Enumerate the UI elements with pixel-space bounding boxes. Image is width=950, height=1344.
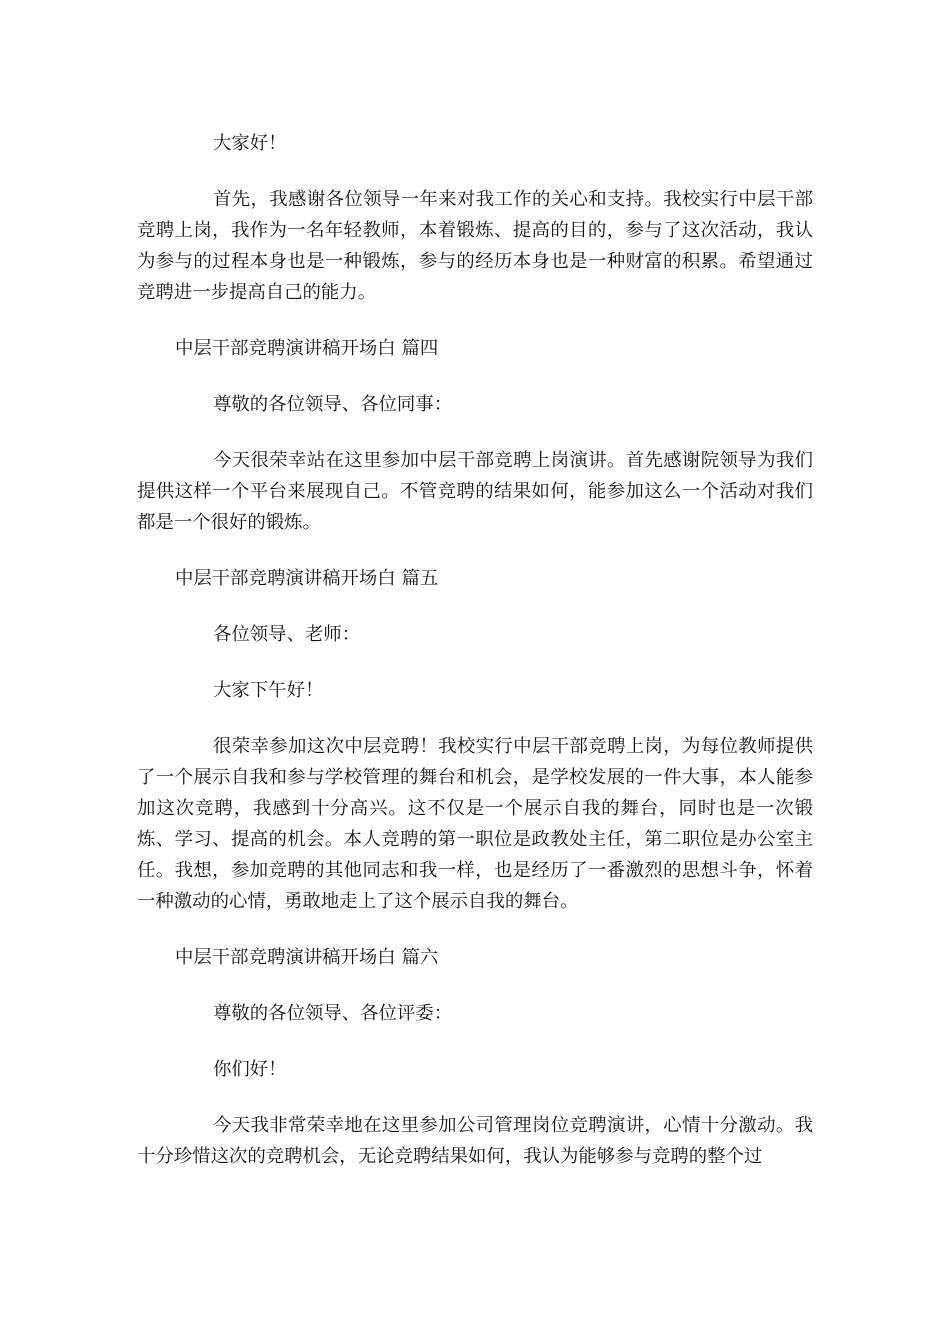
- greeting-paragraph: 你们好！: [213, 1059, 287, 1080]
- paragraph-gap: [137, 538, 813, 563]
- body-paragraph: 今天我非常荣幸地在这里参加公司管理岗位竞聘演讲，心情十分激动。我十分珍惜这次的竞聘机会，无论竞聘结果如何，我认为能够参与竞聘的整个过: [137, 1115, 813, 1167]
- paragraph-gap: [137, 1029, 813, 1054]
- paragraph-gap: [137, 706, 813, 731]
- body-paragraph: 首先，我感谢各位领导一年来对我工作的关心和支持。我校实行中层干部竞聘上岗，我作为一名年轻教师，本着锻炼、提高的目的，参与了这次活动，我认为参与的过程本身也是一种锻炼，参与的经历本身也是一种财富的积累。希望通过竞聘进一步提高自己的能力。: [137, 189, 813, 303]
- section-heading-4: 中层干部竞聘演讲稿开场白 篇四: [175, 338, 439, 359]
- paragraph-gap: [137, 1085, 813, 1110]
- section-heading-5: 中层干部竞聘演讲稿开场白 篇五: [175, 568, 439, 589]
- document-page: [137, 128, 813, 1172]
- paragraph-gap: [137, 917, 813, 942]
- salutation-paragraph: 各位领导、老师：: [213, 624, 361, 645]
- salutation-paragraph: 尊敬的各位领导、各位同事：: [213, 394, 453, 415]
- paragraph-gap: [137, 973, 813, 998]
- paragraph-gap: [137, 594, 813, 619]
- salutation-paragraph: 尊敬的各位领导、各位评委：: [213, 1003, 453, 1024]
- section-heading-6: 中层干部竞聘演讲稿开场白 篇六: [175, 947, 439, 968]
- greeting-paragraph: 大家下午好！: [213, 680, 324, 701]
- paragraph-gap: [137, 364, 813, 389]
- paragraph-gap: [137, 308, 813, 333]
- greeting-paragraph: 大家好！: [213, 133, 287, 154]
- paragraph-gap: [137, 159, 813, 184]
- body-paragraph: 今天很荣幸站在这里参加中层干部竞聘上岗演讲。首先感谢院领导为我们提供这样一个平台来展现自己。不管竞聘的结果如何，能参加这么一个活动对我们都是一个很好的锻炼。: [137, 450, 813, 533]
- paragraph-gap: [137, 420, 813, 445]
- body-paragraph: 很荣幸参加这次中层竞聘！我校实行中层干部竞聘上岗，为每位教师提供了一个展示自我和参与学校管理的舞台和机会，是学校发展的一件大事，本人能参加这次竞聘，我感到十分高兴。这不仅是一个展示自我的舞台，同时也是一次锻炼、学习、提高的机会。本人竞聘的第一职位是政教处主任，第二职位是办公室主任。我想，参加竞聘的其他同志和我一样，也是经历了一番激烈的思想斗争，怀着一种激动的心情，勇敢地走上了这个展示自我的舞台。: [137, 736, 813, 912]
- paragraph-gap: [137, 650, 813, 675]
